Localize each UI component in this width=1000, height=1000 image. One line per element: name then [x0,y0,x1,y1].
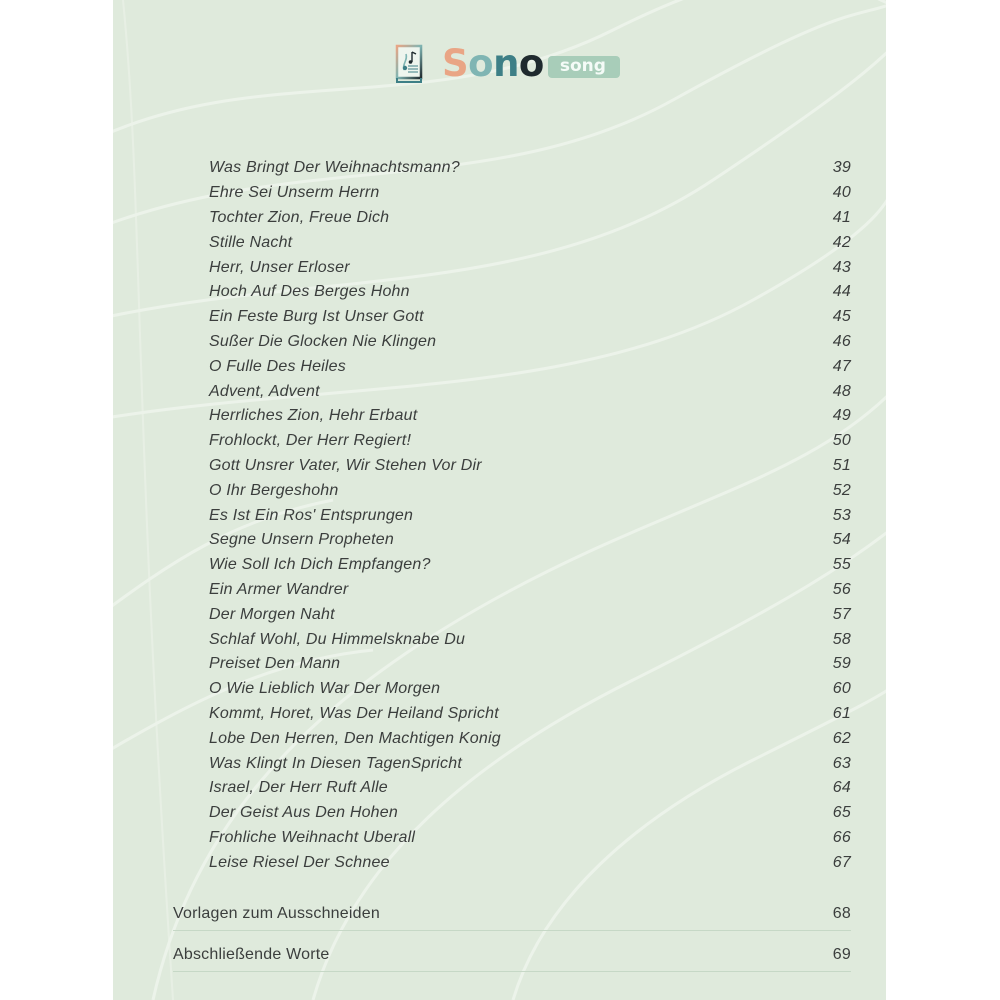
toc-entry-page: 59 [832,655,851,673]
toc-entry-title: Stille Nacht [209,233,293,251]
toc-section-entry[interactable] [173,939,851,972]
toc-entry-title: Leise Riesel Der Schnee [209,853,390,871]
toc-entry-title: Schlaf Wohl, Du Himmelsknabe Du [209,630,466,648]
toc-entry-page: 56 [832,580,851,598]
toc-entry-page: 41 [832,208,851,226]
toc-entry-page: 64 [832,779,851,797]
toc-entry-page: 45 [832,308,851,326]
logo-wordmark [442,44,544,84]
toc-entry-page: 51 [832,456,851,474]
toc-entry-page: 53 [832,506,851,524]
toc-entry-page: 61 [832,704,851,722]
toc-entry-page: 62 [832,729,851,747]
sono-song-logo [394,44,620,84]
logo-letter: o [518,42,544,85]
toc-entry-title: Ehre Sei Unserm Herrn [209,184,380,202]
logo-letter: n [493,42,519,85]
toc-entry[interactable] [209,255,851,280]
toc-entry-page: 52 [832,481,851,499]
toc-entry-title: Ein Armer Wandrer [209,580,349,598]
toc-entry[interactable] [209,726,851,751]
toc-entry-page: 49 [832,407,851,425]
toc-entry-page: 39 [832,159,851,177]
toc-entry[interactable] [209,404,851,429]
toc-entry-page: 58 [832,630,851,648]
toc-entry-title: Ein Feste Burg Ist Unser Gott [209,308,424,326]
toc-entry[interactable] [209,702,851,727]
toc-entry-page: 67 [832,853,851,871]
toc-section-title: Abschließende Worte [173,946,330,963]
song-toc-list [209,156,851,875]
toc-entry[interactable] [209,578,851,603]
toc-entry[interactable] [209,553,851,578]
toc-section-title: Vorlagen zum Ausschneiden [173,905,380,922]
toc-entry-page: 42 [832,233,851,251]
toc-entry-page: 57 [832,605,851,623]
toc-entry[interactable] [209,354,851,379]
toc-entry-page: 43 [832,258,851,276]
toc-entry-page: 47 [832,357,851,375]
toc-entry-title: Herr, Unser Erloser [209,258,350,276]
toc-entry-title: Der Morgen Naht [209,605,335,623]
toc-entry[interactable] [209,503,851,528]
toc-entry-title: O Ihr Bergeshohn [209,481,339,499]
toc-entry[interactable] [209,230,851,255]
toc-entry-title: Tochter Zion, Freue Dich [209,208,390,226]
toc-entry[interactable] [209,478,851,503]
toc-entry-title: Kommt, Horet, Was Der Heiland Spricht [209,704,499,722]
toc-entry-title: O Fulle Des Heiles [209,357,346,375]
toc-entry-title: Segne Unsern Propheten [209,531,394,549]
toc-entry[interactable] [209,206,851,231]
toc-entry[interactable] [209,602,851,627]
toc-entry-page: 44 [832,283,851,301]
toc-entry-title: Gott Unsrer Vater, Wir Stehen Vor Dir [209,456,482,474]
music-book-icon [394,44,424,84]
toc-entry-page: 63 [832,754,851,772]
logo-badge: song [548,56,620,78]
toc-entry[interactable] [209,528,851,553]
toc-entry[interactable] [209,156,851,181]
toc-entry-title: Wie Soll Ich Dich Empfangen? [209,556,431,574]
toc-entry-title: Israel, Der Herr Ruft Alle [209,779,388,797]
toc-entry[interactable] [209,280,851,305]
toc-entry-page: 50 [832,432,851,450]
toc-entry-title: Der Geist Aus Den Hohen [209,804,398,822]
toc-entry[interactable] [209,801,851,826]
toc-entry-title: Lobe Den Herren, Den Machtigen Konig [209,729,501,747]
toc-entry[interactable] [209,181,851,206]
logo-letter: S [442,42,469,85]
toc-entry-page: 66 [832,828,851,846]
toc-entry-title: Es Ist Ein Ros' Entsprungen [209,506,414,524]
toc-entry-title: Hoch Auf Des Berges Hohn [209,283,410,301]
toc-entry[interactable] [209,776,851,801]
toc-entry-title: Preiset Den Mann [209,655,341,673]
toc-entry[interactable] [209,652,851,677]
toc-entry[interactable] [209,826,851,851]
toc-entry-title: Frohlockt, Der Herr Regiert! [209,432,412,450]
toc-entry-title: Was Klingt In Diesen TagenSpricht [209,754,462,772]
toc-entry-page: 46 [832,332,851,350]
toc-entry-title: O Wie Lieblich War Der Morgen [209,680,441,698]
toc-section-page: 69 [832,946,851,963]
book-page [113,0,886,1000]
toc-entry[interactable] [209,454,851,479]
toc-entry-page: 48 [832,382,851,400]
toc-entry-title: Sußer Die Glocken Nie Klingen [209,332,437,350]
toc-entry[interactable] [209,677,851,702]
toc-entry[interactable] [209,429,851,454]
toc-entry[interactable] [209,379,851,404]
toc-entry-page: 65 [832,804,851,822]
toc-section-entry[interactable] [173,898,851,931]
section-toc-list [173,898,851,980]
toc-entry-page: 54 [832,531,851,549]
toc-section-page: 68 [832,905,851,922]
toc-entry-page: 40 [832,184,851,202]
toc-entry-title: Was Bringt Der Weihnachtsmann? [209,159,460,177]
toc-entry[interactable] [209,850,851,875]
toc-entry[interactable] [209,330,851,355]
toc-entry-title: Frohliche Weihnacht Uberall [209,828,416,846]
logo-letter: o [468,42,494,85]
toc-entry-page: 55 [832,556,851,574]
toc-entry-title: Herrliches Zion, Hehr Erbaut [209,407,418,425]
toc-entry-title: Advent, Advent [209,382,320,400]
toc-entry[interactable] [209,305,851,330]
toc-entry[interactable] [209,627,851,652]
toc-entry-page: 60 [832,680,851,698]
toc-entry[interactable] [209,751,851,776]
